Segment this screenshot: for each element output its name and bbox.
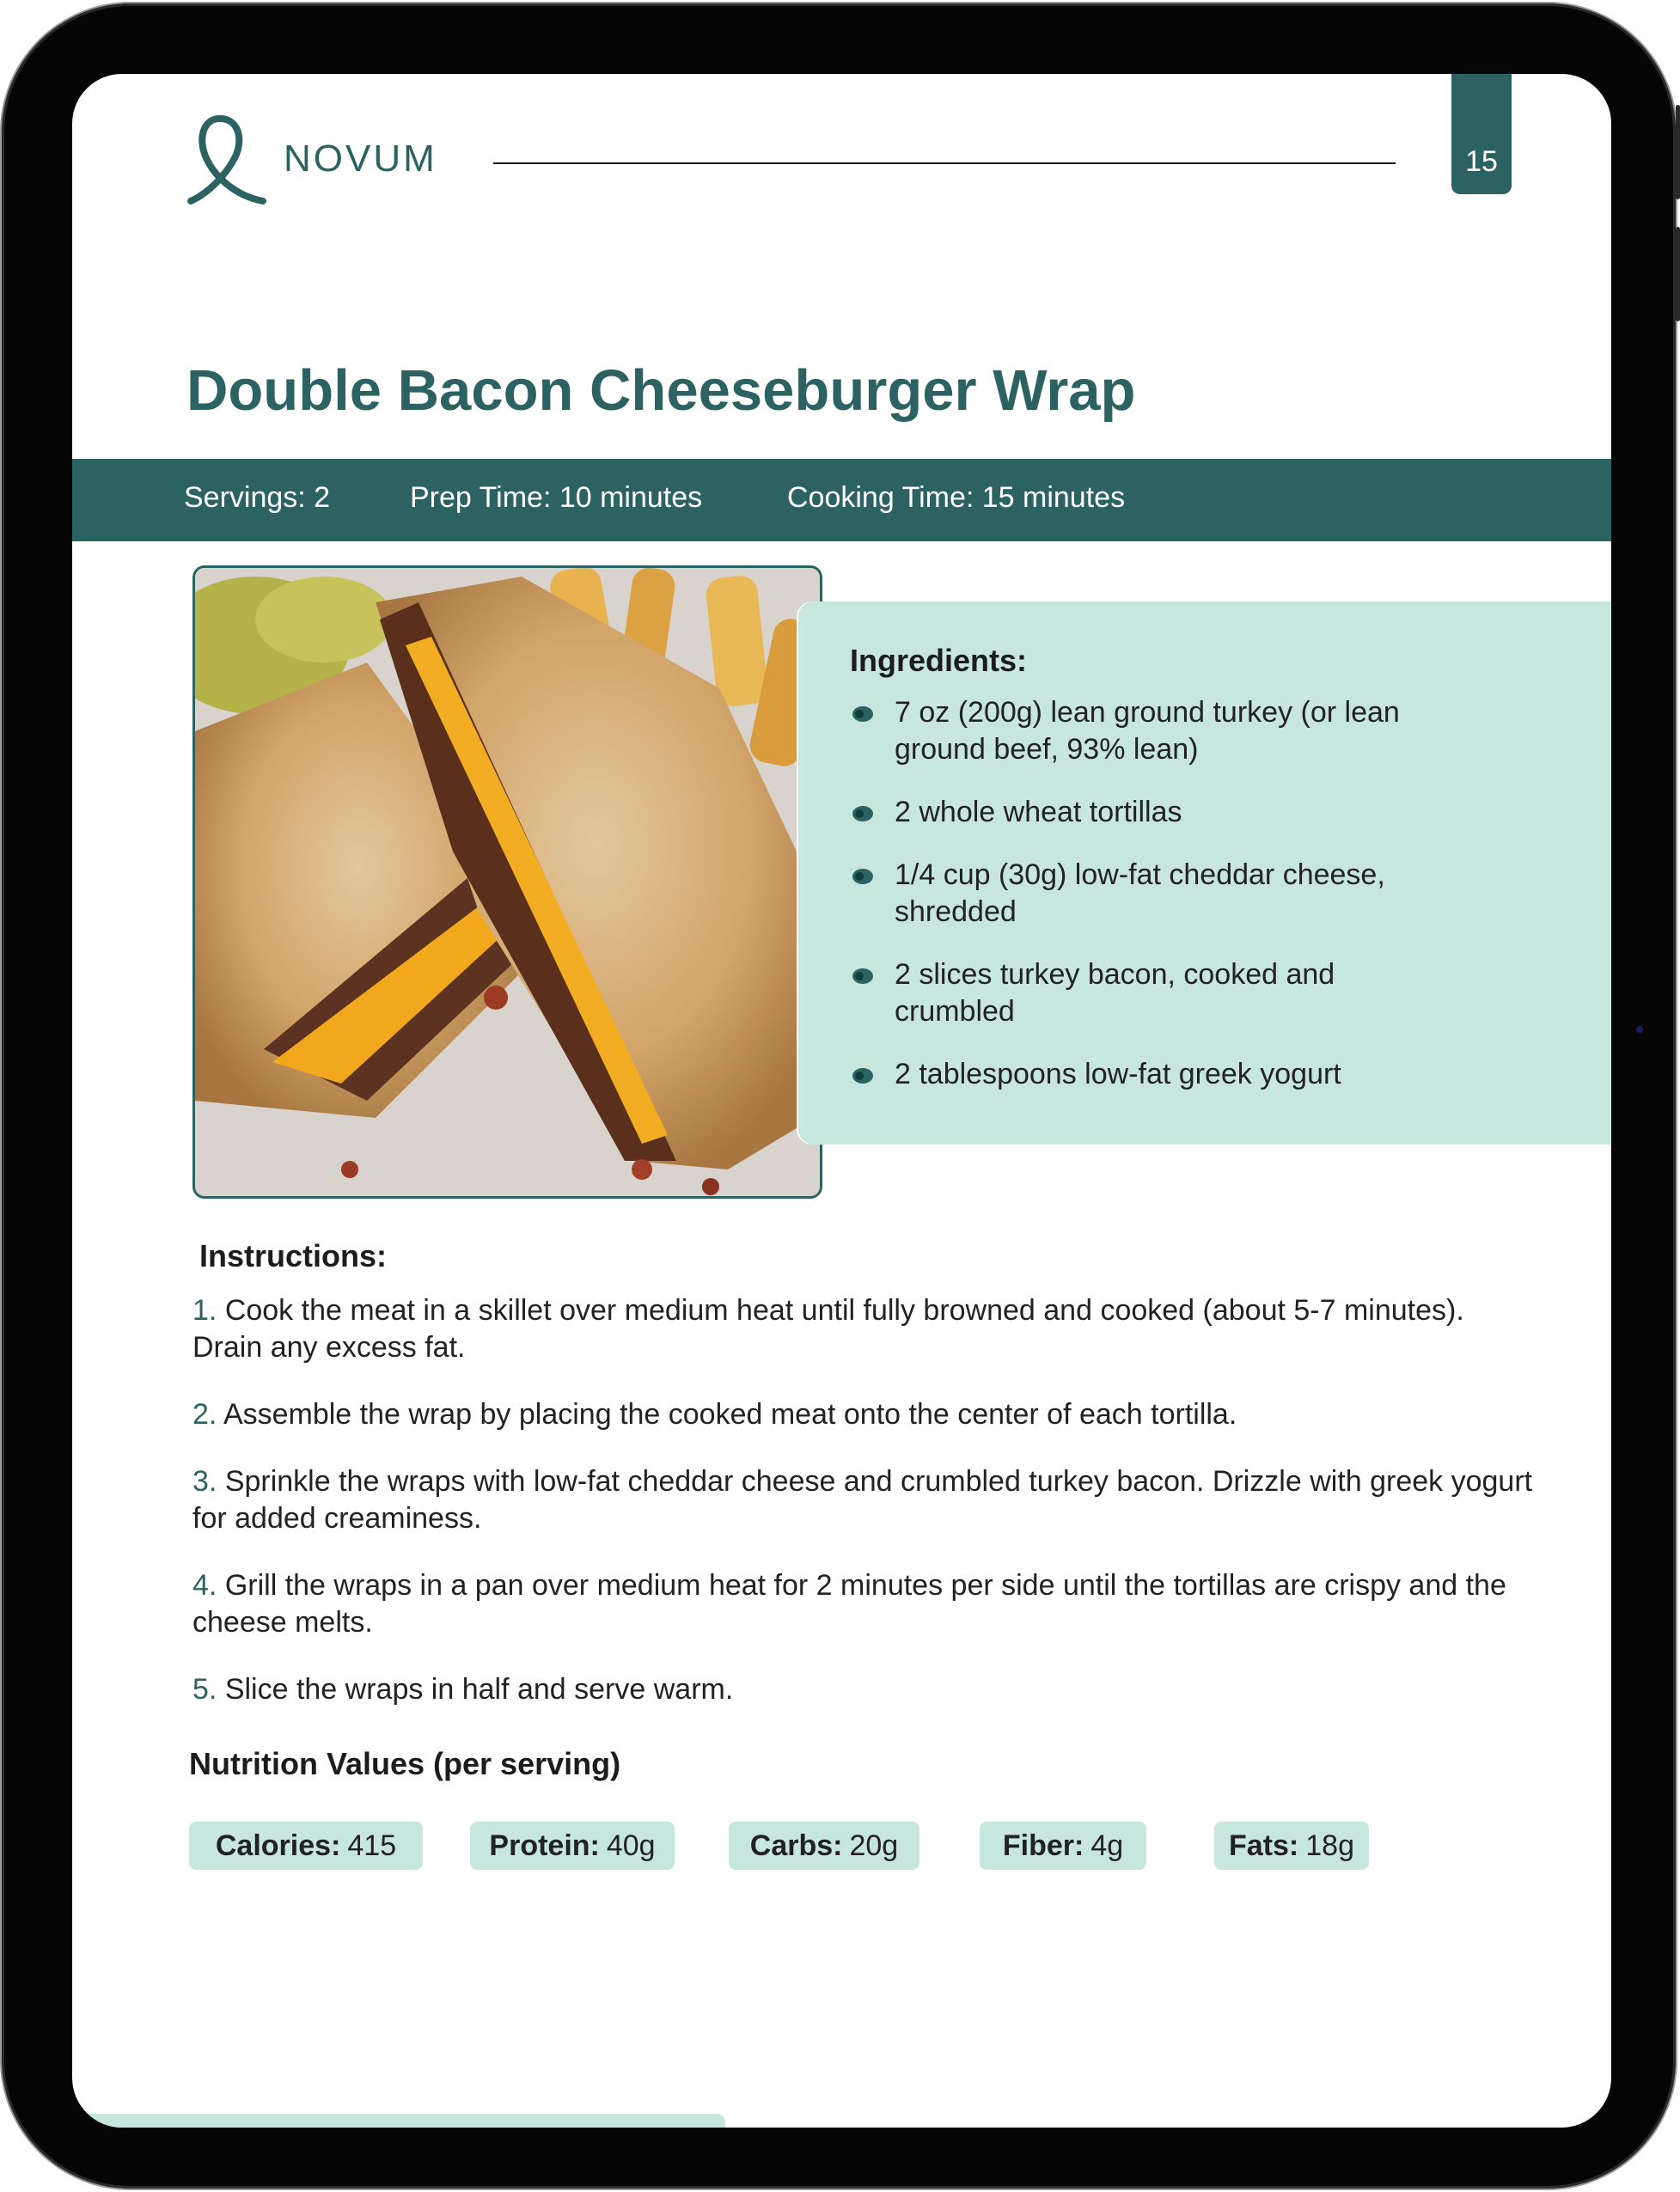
screen [72, 74, 1611, 2128]
badge-value: 18g [1305, 1829, 1354, 1862]
step-number: 5. [192, 1673, 217, 1706]
badge-label: Fiber: [1002, 1829, 1084, 1862]
cooking-time-label: Cooking Time: 15 minutes [787, 481, 1126, 514]
servings-label: Servings: 2 [184, 481, 331, 514]
nutrition-heading: Nutrition Values (per serving) [189, 1746, 621, 1781]
list-item [192, 1396, 1533, 1433]
nutrition-badge-fiber [980, 1822, 1146, 1870]
list-item [192, 1567, 1533, 1641]
badge-value: 20g [849, 1829, 899, 1862]
nutrition-badge-calories [189, 1822, 423, 1870]
bullet-dot-icon [852, 705, 876, 723]
ingredient-text: 2 slices turkey bacon, cooked and crumbled [895, 958, 1335, 1028]
ingredient-text: 2 whole wheat tortillas [895, 796, 1182, 828]
step-text: Cook the meat in a skillet over medium heat until fully browned and cooked (about 5-7 minutes). Drain any excess fat. [192, 1294, 1464, 1364]
list-item [850, 694, 1451, 768]
nutrition-badge-protein [470, 1822, 675, 1870]
recipe-meta-band [72, 459, 1611, 541]
badge-label: Protein: [489, 1829, 600, 1862]
tablet-frame [2, 3, 1676, 2189]
step-number: 2. [192, 1398, 217, 1431]
bullet-dot-icon [852, 1067, 876, 1084]
list-item [850, 1056, 1451, 1093]
novum-logo-icon [184, 113, 270, 208]
badge-value: 415 [347, 1829, 397, 1862]
prep-time-label: Prep Time: 10 minutes [410, 481, 703, 514]
ingredients-list [850, 694, 1451, 1119]
step-number: 3. [192, 1465, 217, 1498]
badge-label: Calories: [215, 1829, 341, 1862]
badge-label: Carbs: [749, 1829, 843, 1862]
recipe-title: Double Bacon Cheeseburger Wrap [186, 358, 1136, 423]
list-item [850, 956, 1451, 1030]
ingredient-text: 2 tablespoons low-fat greek yogurt [895, 1058, 1341, 1090]
bottom-accent-bar [72, 2114, 725, 2128]
list-item [850, 857, 1451, 931]
step-text: Grill the wraps in a pan over medium heat for 2 minutes per side until the tortillas are crispy and the cheese melts. [192, 1569, 1506, 1639]
side-button [1676, 227, 1680, 321]
step-text: Assemble the wrap by placing the cooked meat onto the center of each tortilla. [223, 1398, 1237, 1431]
header-divider [493, 162, 1396, 164]
ingredient-text: 1/4 cup (30g) low-fat cheddar cheese, shredded [895, 858, 1385, 928]
list-item [192, 1292, 1533, 1366]
badge-value: 40g [606, 1829, 656, 1862]
brand-name: NOVUM [284, 137, 437, 180]
nutrition-badge-fats [1214, 1822, 1369, 1870]
step-text: Slice the wraps in half and serve warm. [224, 1673, 734, 1706]
list-item [192, 1463, 1533, 1537]
bullet-dot-icon [852, 968, 876, 985]
recipe-photo [192, 565, 822, 1199]
bullet-dot-icon [852, 868, 876, 885]
list-item [192, 1671, 1533, 1708]
volume-button [1676, 105, 1680, 199]
ingredient-text: 7 oz (200g) lean ground turkey (or lean ground beef, 93% lean) [895, 696, 1400, 766]
page-number-tab: 15 [1451, 74, 1512, 194]
badge-value: 4g [1090, 1829, 1124, 1862]
instructions-heading: Instructions: [199, 1238, 388, 1273]
step-number: 1. [192, 1294, 217, 1327]
step-text: Sprinkle the wraps with low-fat cheddar cheese and crumbled turkey bacon. Drizzle with greek yogurt for added creaminess. [192, 1465, 1533, 1535]
bullet-dot-icon [852, 805, 876, 822]
list-item [850, 794, 1451, 831]
nutrition-badge-carbs [729, 1822, 919, 1870]
badge-label: Fats: [1229, 1829, 1299, 1862]
instructions-list [192, 1292, 1533, 1738]
step-number: 4. [192, 1569, 217, 1602]
ingredients-heading: Ingredients: [850, 643, 1028, 678]
camera-dot [1636, 1026, 1643, 1033]
wrap-illustration [195, 568, 822, 1199]
